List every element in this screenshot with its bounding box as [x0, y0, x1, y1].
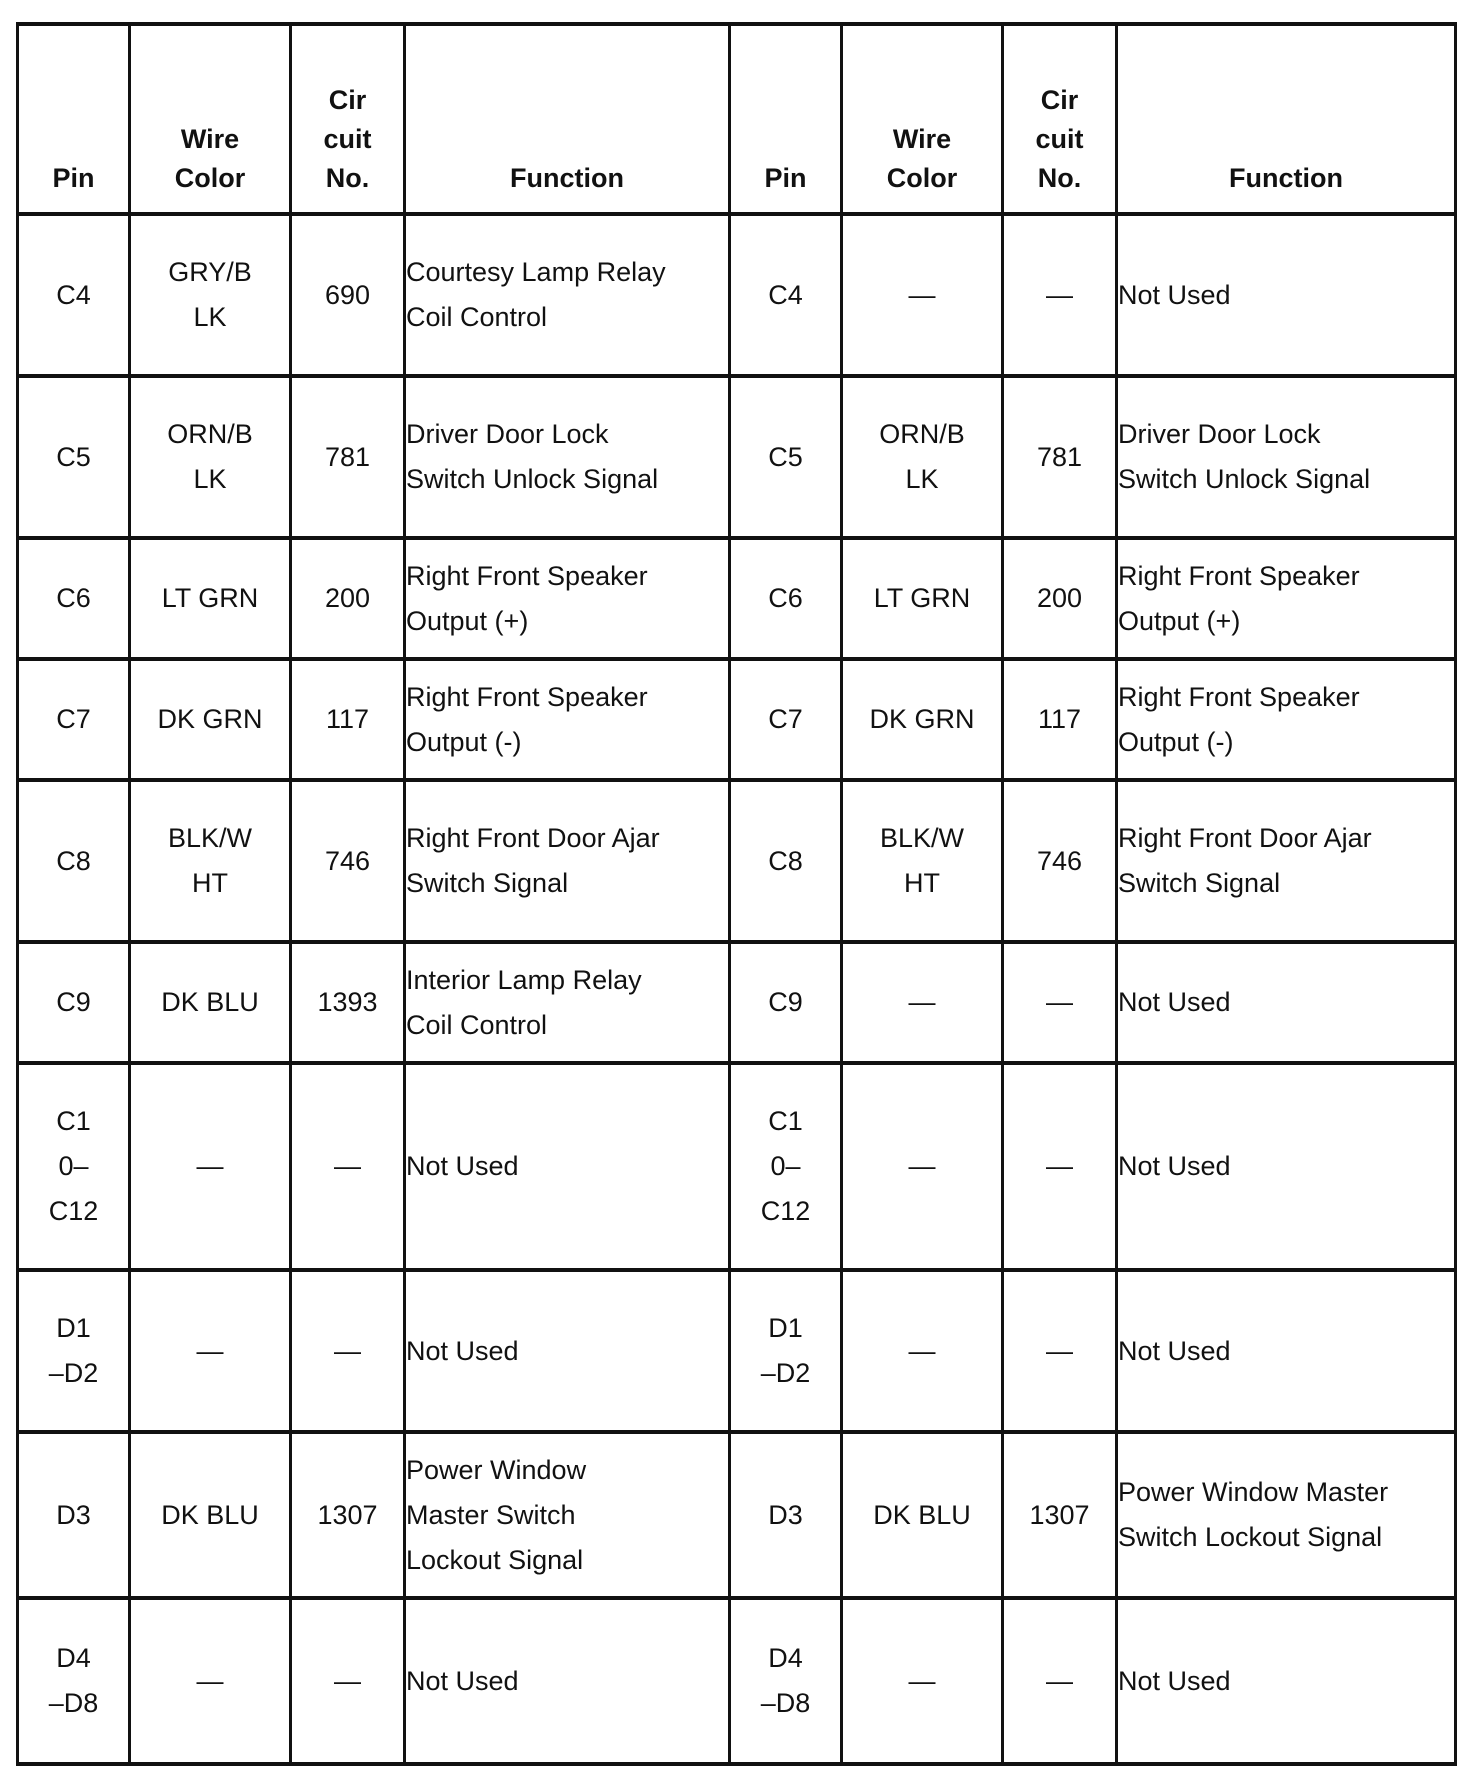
header-wire-color: Wire Color — [130, 24, 291, 214]
header-wire-color: Wire Color — [842, 24, 1003, 214]
pin-cell: D4 –D8 — [18, 1598, 130, 1764]
header-pin: Pin — [730, 24, 842, 214]
circuit-no-cell: — — [1003, 1270, 1117, 1432]
function-cell: Right Front Speaker Output (+) — [405, 538, 730, 659]
circuit-no-cell: — — [1003, 1063, 1117, 1270]
circuit-no-cell: 781 — [1003, 376, 1117, 538]
wire-color-cell: — — [130, 1063, 291, 1270]
circuit-no-cell: — — [291, 1270, 405, 1432]
wire-color-cell: — — [842, 942, 1003, 1063]
function-cell: Interior Lamp Relay Coil Control — [405, 942, 730, 1063]
pin-cell: D3 — [18, 1432, 130, 1598]
table-row — [18, 1432, 1456, 1598]
pin-cell: C1 0– C12 — [18, 1063, 130, 1270]
table-body — [18, 214, 1456, 1764]
pin-cell: C6 — [730, 538, 842, 659]
pin-cell: C8 — [730, 780, 842, 942]
circuit-no-cell: — — [1003, 1598, 1117, 1764]
header-circuit-no: Cir cuit No. — [1003, 24, 1117, 214]
circuit-no-cell: — — [291, 1063, 405, 1270]
wire-color-cell: BLK/W HT — [130, 780, 291, 942]
circuit-no-cell: 1307 — [291, 1432, 405, 1598]
function-cell: Not Used — [405, 1270, 730, 1432]
circuit-no-cell: 117 — [291, 659, 405, 780]
function-cell: Not Used — [405, 1598, 730, 1764]
pin-cell: D1 –D2 — [730, 1270, 842, 1432]
table-row — [18, 538, 1456, 659]
wire-color-cell: — — [842, 1270, 1003, 1432]
function-cell: Not Used — [1117, 1063, 1456, 1270]
circuit-no-cell: 117 — [1003, 659, 1117, 780]
wire-color-cell: ORN/B LK — [842, 376, 1003, 538]
pin-cell: C4 — [730, 214, 842, 376]
function-cell: Courtesy Lamp Relay Coil Control — [405, 214, 730, 376]
wire-color-cell: LT GRN — [842, 538, 1003, 659]
table-row — [18, 780, 1456, 942]
pin-cell: C9 — [18, 942, 130, 1063]
wire-color-cell: LT GRN — [130, 538, 291, 659]
pin-cell: D3 — [730, 1432, 842, 1598]
table-row — [18, 659, 1456, 780]
wire-color-cell: GRY/B LK — [130, 214, 291, 376]
circuit-no-cell: 1307 — [1003, 1432, 1117, 1598]
circuit-no-cell: 1393 — [291, 942, 405, 1063]
table-row — [18, 1063, 1456, 1270]
circuit-no-cell: 200 — [1003, 538, 1117, 659]
function-cell: Driver Door Lock Switch Unlock Signal — [1117, 376, 1456, 538]
circuit-no-cell: 200 — [291, 538, 405, 659]
pin-cell: C7 — [730, 659, 842, 780]
circuit-no-cell: 781 — [291, 376, 405, 538]
circuit-no-cell: 746 — [291, 780, 405, 942]
wire-color-cell: — — [842, 1598, 1003, 1764]
function-cell: Not Used — [405, 1063, 730, 1270]
function-cell: Right Front Door Ajar Switch Signal — [1117, 780, 1456, 942]
pin-cell: C4 — [18, 214, 130, 376]
pin-cell: C8 — [18, 780, 130, 942]
pin-cell: D1 –D2 — [18, 1270, 130, 1432]
function-cell: Power Window Master Switch Lockout Signal — [1117, 1432, 1456, 1598]
table-row — [18, 1598, 1456, 1764]
circuit-no-cell: — — [291, 1598, 405, 1764]
pin-cell: C5 — [18, 376, 130, 538]
header-pin: Pin — [18, 24, 130, 214]
function-cell: Right Front Speaker Output (+) — [1117, 538, 1456, 659]
pin-cell: C9 — [730, 942, 842, 1063]
circuit-no-cell: 690 — [291, 214, 405, 376]
pin-cell: C5 — [730, 376, 842, 538]
connector-pinout-table — [16, 22, 1457, 1766]
wire-color-cell: — — [130, 1270, 291, 1432]
circuit-no-cell: — — [1003, 214, 1117, 376]
pin-cell: C6 — [18, 538, 130, 659]
circuit-no-cell: 746 — [1003, 780, 1117, 942]
wire-color-cell: DK GRN — [130, 659, 291, 780]
table-row — [18, 942, 1456, 1063]
wire-color-cell: DK BLU — [842, 1432, 1003, 1598]
header-function: Function — [405, 24, 730, 214]
header-circuit-no: Cir cuit No. — [291, 24, 405, 214]
function-cell: Not Used — [1117, 1598, 1456, 1764]
wire-color-cell: — — [842, 1063, 1003, 1270]
function-cell: Not Used — [1117, 1270, 1456, 1432]
pin-cell: D4 –D8 — [730, 1598, 842, 1764]
wire-color-cell: DK BLU — [130, 1432, 291, 1598]
function-cell: Right Front Speaker Output (-) — [1117, 659, 1456, 780]
wire-color-cell: — — [130, 1598, 291, 1764]
wire-color-cell: DK BLU — [130, 942, 291, 1063]
function-cell: Power Window Master Switch Lockout Signal — [405, 1432, 730, 1598]
wire-color-cell: BLK/W HT — [842, 780, 1003, 942]
table-row — [18, 214, 1456, 376]
pin-cell: C7 — [18, 659, 130, 780]
function-cell: Driver Door Lock Switch Unlock Signal — [405, 376, 730, 538]
pin-cell: C1 0– C12 — [730, 1063, 842, 1270]
table-row — [18, 1270, 1456, 1432]
wire-color-cell: ORN/B LK — [130, 376, 291, 538]
function-cell: Not Used — [1117, 942, 1456, 1063]
function-cell: Not Used — [1117, 214, 1456, 376]
function-cell: Right Front Speaker Output (-) — [405, 659, 730, 780]
header-function: Function — [1117, 24, 1456, 214]
header-row — [18, 24, 1456, 214]
function-cell: Right Front Door Ajar Switch Signal — [405, 780, 730, 942]
wire-color-cell: — — [842, 214, 1003, 376]
circuit-no-cell: — — [1003, 942, 1117, 1063]
table-row — [18, 376, 1456, 538]
wire-color-cell: DK GRN — [842, 659, 1003, 780]
